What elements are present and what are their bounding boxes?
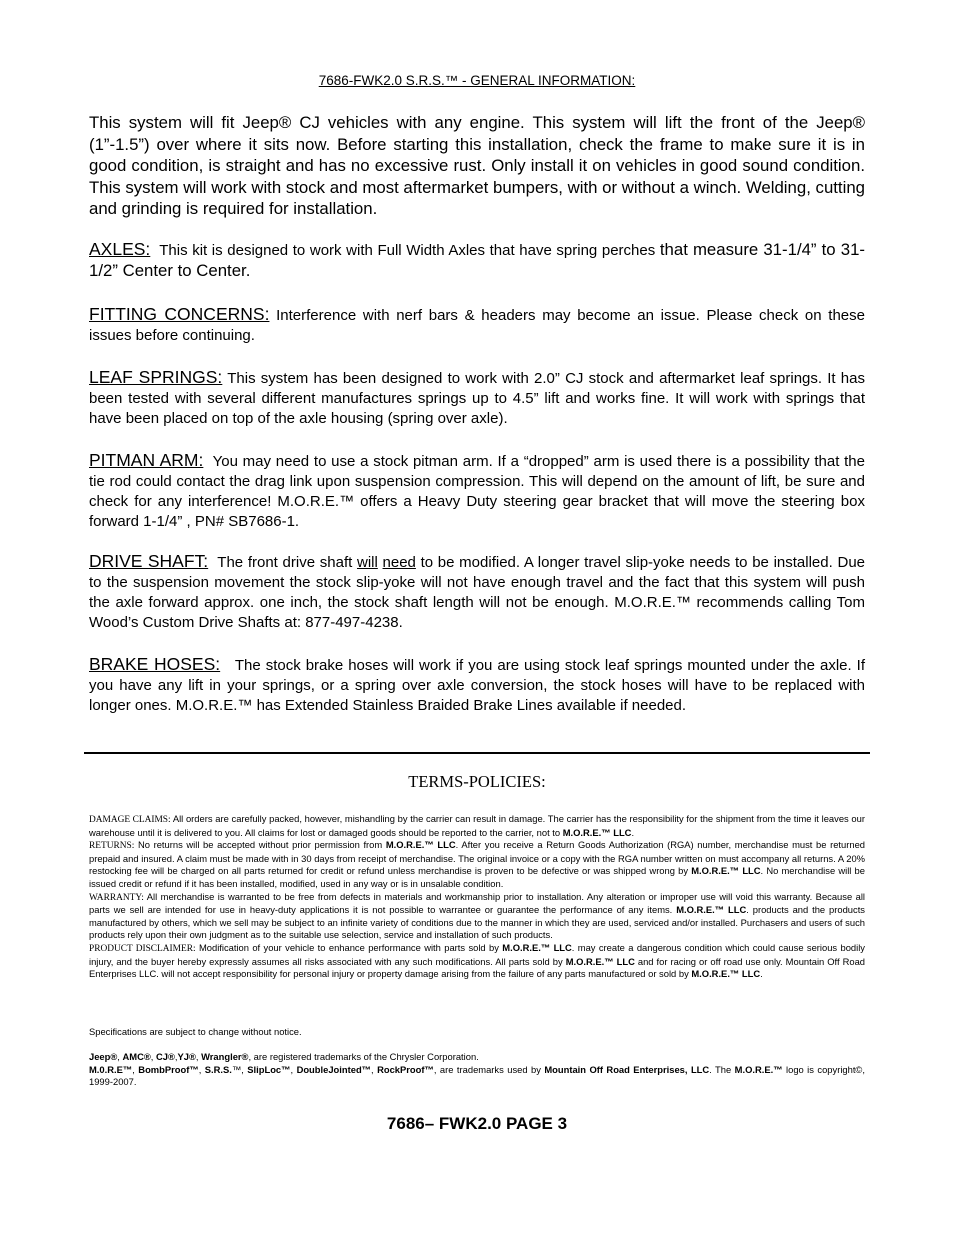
trademark-more: M.0.R.E™, BombProof™, S.R.S.™, SlipLoc™, DoubleJointed™, RockProof™, are trademarks used by Mountain Off Road Enterprises, LLC. The M.O.R.E.™ logo is copyright©, 1999-2007. xyxy=(89,1063,865,1088)
company-name: M.O.R.E.™ LLC xyxy=(676,904,747,916)
tm-company: Mountain Off Road Enterprises, LLC xyxy=(544,1063,710,1075)
drive-section xyxy=(89,551,865,633)
leaf-heading: LEAF SPRINGS: xyxy=(89,367,223,387)
specs-note: Specifications are subject to change without notice. xyxy=(89,1026,302,1037)
warranty-text-b: . products and the products manufactured by others, which we sell may be subject to an infinite variety of conditions due to the manner in which they are used, serviced and/or installed. Purchasers and users of such products rely upon their own judgment as to the suitable use selection, service and installation of such products. xyxy=(89,904,865,941)
pitman-heading: PITMAN ARM: xyxy=(89,450,204,470)
trademark-notice xyxy=(89,1051,865,1089)
period: . xyxy=(631,826,635,838)
damage-claims xyxy=(89,813,865,839)
drive-will: will xyxy=(356,554,378,571)
company-name: M.O.R.E.™ LLC xyxy=(502,941,572,953)
product-text-a: Modification of your vehicle to enhance performance with parts sold by xyxy=(195,941,503,953)
tm-the: . The xyxy=(709,1063,735,1075)
brake-section xyxy=(89,654,865,716)
fitting-text: Interference with nerf bars & headers may become an issue. Please check on these issues before continuing. xyxy=(89,307,865,344)
axles-heading: AXLES: xyxy=(89,239,151,259)
section-divider xyxy=(84,752,870,754)
tm-srs: S.R.S. xyxy=(204,1063,232,1075)
trademark-chrysler: Jeep®, AMC®, CJ®,YJ®, Wrangler®, are registered trademarks of the Chrysler Corporation. xyxy=(89,1051,479,1062)
tm-jeep: Jeep® xyxy=(89,1051,118,1062)
tm-copyright: logo is copyright©, 1999-2007. xyxy=(89,1063,865,1088)
brake-text: The stock brake hoses will work if you are using stock leaf springs mounted under the axle. If you have any lift in your springs, or a spring over axle conversion, the stock hoses will have to be replaced with longer ones. M.O.R.E.™ has Extended Stainless Braided Brake Lines available if needed. xyxy=(89,657,865,714)
tm-logo: M.O.R.E.™ xyxy=(734,1063,783,1075)
product-disclaimer xyxy=(89,942,865,981)
warranty-label: WARRANTY: xyxy=(89,892,144,903)
returns-text-b: . After you receive a Return Goods Authorization (RGA) number, merchandise must be returned prepaid and insured. A claim must be made with in 30 days from receipt of merchandise. The original invoice or a copy with the RGA number written on must accompany all returns. A 20% restocking fee will be charged on all parts returned for credit or refund unless merchandise is proven to be defective or was shipped wrong by xyxy=(89,839,865,877)
tm-cj: CJ® xyxy=(155,1051,175,1062)
tm-bombproof: BombProof™ xyxy=(138,1063,199,1075)
intro-paragraph: This system will fit Jeep® CJ vehicles with any engine. This system will lift the front of the Jeep® (1”-1.5”) over where it sits now. Before starting this installation, check the frame to make sure it is in good condition, is straight and has no excessive rust. Only install it on vehicles in good sound condition. This system will work with stock and most aftermarket bumpers, with or without a winch. Welding, cutting and grinding is required for installation. xyxy=(89,113,865,218)
returns-text-a: No returns will be accepted without prior permission from xyxy=(134,839,386,851)
brake-heading: BRAKE HOSES: xyxy=(89,654,221,674)
tm-used-by: , are trademarks used by xyxy=(433,1063,545,1075)
drive-text-a: The front drive shaft xyxy=(217,554,357,571)
tm-chrysler-text: , are registered trademarks of the Chrysler Corporation. xyxy=(248,1051,479,1062)
pitman-section xyxy=(89,450,865,532)
tm-more: M.0.R.E™ xyxy=(89,1063,133,1075)
tm-srs-mark: ™ xyxy=(231,1063,242,1075)
tm-amc: AMC® xyxy=(122,1051,151,1062)
axles-text-b: that measure 31-1/4” to 31-1/2” Center to Center. xyxy=(89,240,865,280)
document-header: 7686-FWK2.0 S.R.S.™ - GENERAL INFORMATION: xyxy=(318,73,636,88)
tm-yj: YJ® xyxy=(177,1051,196,1062)
period: . xyxy=(760,968,763,980)
legal-block xyxy=(89,813,865,981)
pitman-text: You may need to use a stock pitman arm. If a “dropped” arm is used there is a possibility that the tie rod could contact the drag link upon suspension compression. This will depend on the amount of lift, be sure and check for any interference! M.O.R.E.™ offers a Heavy Duty steering gear bracket that will move the steering box forward 1-1/4” , PN# SB7686-1. xyxy=(89,453,865,530)
warranty xyxy=(89,891,865,942)
tm-rockproof: RockProof™ xyxy=(377,1063,434,1075)
damage-text: All orders are carefully packed, however, mishandling by the carrier can result in damage. The carrier has the responsibility for the shipment from the time it leaves our warehouse until it is delivered to you. All claims for lost or damaged goods should be reported to the carrier, not to xyxy=(89,813,865,838)
product-text-b: . may create a dangerous condition which could cause serious bodily injury, and the buyer hereby expressly assumes all risks associated with any such modifications. All parts sold by xyxy=(89,941,865,967)
drive-text-b: to be modified. A longer travel slip-yoke needs to be installed. Due to the suspension movement the stock slip-yoke will not have enough travel and the fact that this system will push the axle forward approx. one inch, the stock shaft length will not be enough. M.O.R.E.™ recommends calling Tom Wood’s Custom Drive Shafts at: 877-497-4238. xyxy=(89,554,865,631)
tm-doublejointed: DoubleJointed™ xyxy=(296,1063,372,1075)
product-label: PRODUCT DISCLAIMER: xyxy=(89,943,196,954)
fitting-section xyxy=(89,304,865,346)
leaf-section xyxy=(89,367,865,429)
returns xyxy=(89,839,865,890)
drive-need: need xyxy=(382,554,416,571)
fitting-heading: FITTING CONCERNS: xyxy=(89,304,270,324)
company-name: M.O.R.E.™ LLC xyxy=(385,839,456,851)
leaf-text: This system has been designed to work with 2.0” CJ stock and aftermarket leaf springs. It has been tested with several different manufactures springs up to 4.5” lift and works fine. It will work with springs that have been placed on top of the axle housing (spring over axle). xyxy=(89,370,865,427)
page-footer: 7686– FWK2.0 PAGE 3 xyxy=(386,1114,568,1133)
tm-sliploc: SlipLoc™ xyxy=(247,1063,291,1075)
returns-text-c: . No merchandise will be issued credit or refund if it has been installed, modified, used in any way or is in unsalable condition. xyxy=(89,865,865,889)
product-text-c: and for racing or off road use only. Mountain Off Road Enterprises LLC. will not accept responsibility for personal injury or property damage arising from the failure of any parts manufactured or sold by xyxy=(89,955,866,980)
company-name: M.O.R.E.™ LLC xyxy=(691,968,761,980)
drive-heading: DRIVE SHAFT: xyxy=(89,551,209,571)
damage-label: DAMAGE CLAIMS: xyxy=(89,815,171,825)
company-name: M.O.R.E.™ LLC xyxy=(565,955,635,967)
warranty-text-a: All merchandise is warranted to be free from defects in materials and workmanship prior to installation. Any alteration or improper use will void this warranty. Because all parts we sell are intended for use in heavy-duty applications it is not possible to warrantee or guarantee the performance of any items. xyxy=(89,890,865,916)
tm-wrangler: Wrangler® xyxy=(201,1051,249,1062)
axles-section xyxy=(89,239,865,282)
company-name: M.O.R.E.™ LLC xyxy=(562,826,632,838)
terms-title: TERMS-POLICIES: xyxy=(408,772,546,791)
axles-text-a: This kit is designed to work with Full Width Axles that have spring perches xyxy=(159,242,660,259)
company-name: M.O.R.E.™ LLC xyxy=(691,865,761,877)
returns-label: RETURNS: xyxy=(89,841,135,852)
